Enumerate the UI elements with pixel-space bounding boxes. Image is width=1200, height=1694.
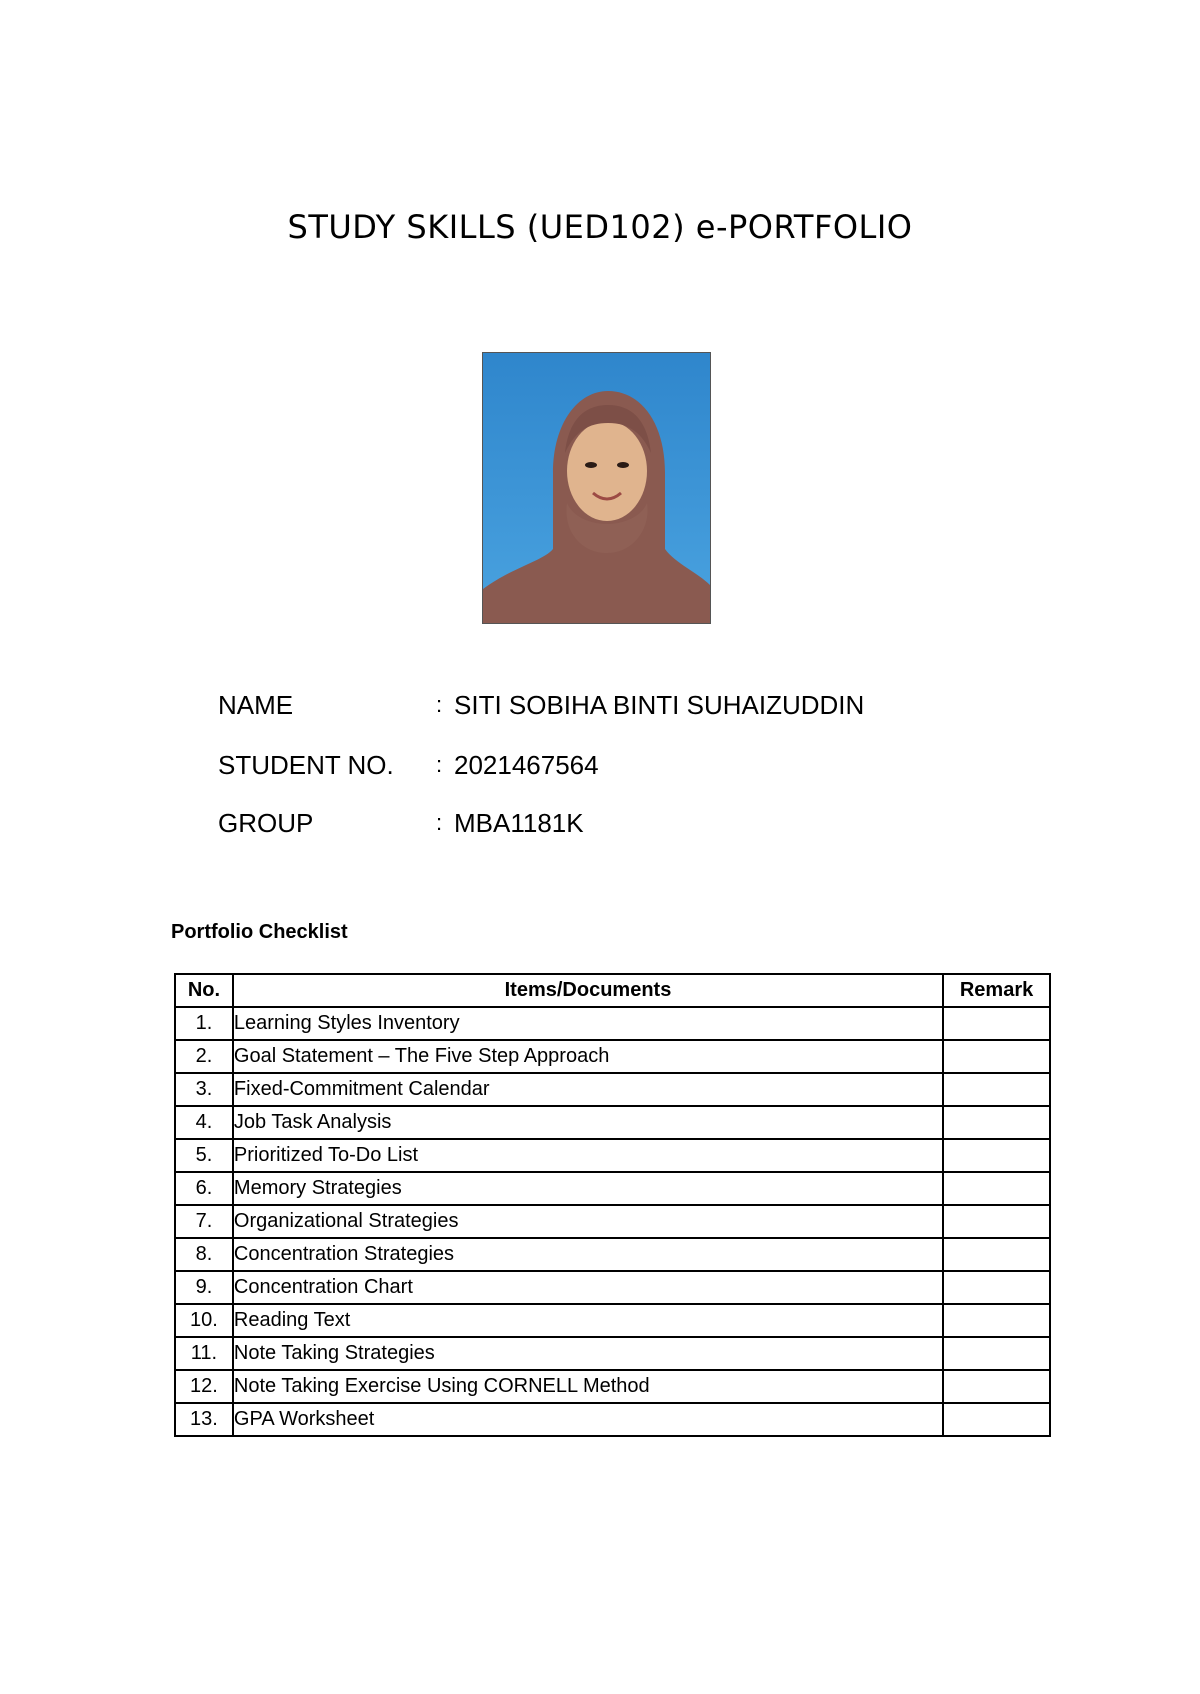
table-row (175, 1205, 1050, 1238)
row-remark (943, 1271, 1050, 1304)
student-no-label: STUDENT NO. (218, 750, 394, 780)
row-remark (943, 1172, 1050, 1205)
table-row (175, 1370, 1050, 1403)
group-separator: : (436, 810, 443, 835)
row-number: 2. (175, 1040, 233, 1073)
row-number: 11. (175, 1337, 233, 1370)
row-remark (943, 1403, 1050, 1436)
row-remark (943, 1073, 1050, 1106)
student-no-separator: : (436, 752, 443, 777)
row-number: 3. (175, 1073, 233, 1106)
table-row (175, 1040, 1050, 1073)
row-number: 7. (175, 1205, 233, 1238)
row-remark (943, 1205, 1050, 1238)
row-number: 12. (175, 1370, 233, 1403)
row-item: Concentration Chart (233, 1271, 943, 1304)
row-item: GPA Worksheet (233, 1403, 943, 1436)
row-item: Learning Styles Inventory (233, 1007, 943, 1040)
table-row (175, 1271, 1050, 1304)
table-row (175, 1139, 1050, 1172)
row-item: Note Taking Exercise Using CORNELL Method (233, 1370, 943, 1403)
table-row (175, 1304, 1050, 1337)
table-row (175, 1238, 1050, 1271)
column-header-items: Items/Documents (233, 974, 943, 1007)
name-separator: : (436, 692, 443, 717)
row-remark (943, 1007, 1050, 1040)
student-photo (482, 352, 711, 624)
row-item: Reading Text (233, 1304, 943, 1337)
row-remark (943, 1139, 1050, 1172)
row-number: 6. (175, 1172, 233, 1205)
group-label: GROUP (218, 808, 314, 838)
table-row (175, 1337, 1050, 1370)
checklist-table (174, 973, 1051, 1437)
table-row (175, 1403, 1050, 1436)
row-remark (943, 1238, 1050, 1271)
column-header-no: No. (175, 974, 233, 1007)
row-remark (943, 1040, 1050, 1073)
row-item: Note Taking Strategies (233, 1337, 943, 1370)
table-header-row (175, 974, 1050, 1007)
row-number: 10. (175, 1304, 233, 1337)
row-item: Goal Statement – The Five Step Approach (233, 1040, 943, 1073)
row-number: 8. (175, 1238, 233, 1271)
table-row (175, 1172, 1050, 1205)
column-header-remark: Remark (943, 974, 1050, 1007)
student-no-value: 2021467564 (454, 750, 599, 780)
table-row (175, 1106, 1050, 1139)
row-number: 4. (175, 1106, 233, 1139)
row-remark (943, 1106, 1050, 1139)
row-item: Job Task Analysis (233, 1106, 943, 1139)
row-item: Organizational Strategies (233, 1205, 943, 1238)
row-number: 9. (175, 1271, 233, 1304)
row-item: Concentration Strategies (233, 1238, 943, 1271)
name-label: NAME (218, 690, 294, 720)
table-row (175, 1073, 1050, 1106)
checklist-heading: Portfolio Checklist (171, 921, 348, 943)
row-number: 1. (175, 1007, 233, 1040)
row-number: 5. (175, 1139, 233, 1172)
row-item: Memory Strategies (233, 1172, 943, 1205)
row-item: Fixed-Commitment Calendar (233, 1073, 943, 1106)
row-remark (943, 1304, 1050, 1337)
page-title: STUDY SKILLS (UED102) e-PORTFOLIO (287, 208, 913, 246)
name-value: SITI SOBIHA BINTI SUHAIZUDDIN (454, 690, 865, 720)
row-remark (943, 1337, 1050, 1370)
row-item: Prioritized To-Do List (233, 1139, 943, 1172)
row-remark (943, 1370, 1050, 1403)
table-row (175, 1007, 1050, 1040)
row-number: 13. (175, 1403, 233, 1436)
group-value: MBA1181K (454, 808, 584, 838)
